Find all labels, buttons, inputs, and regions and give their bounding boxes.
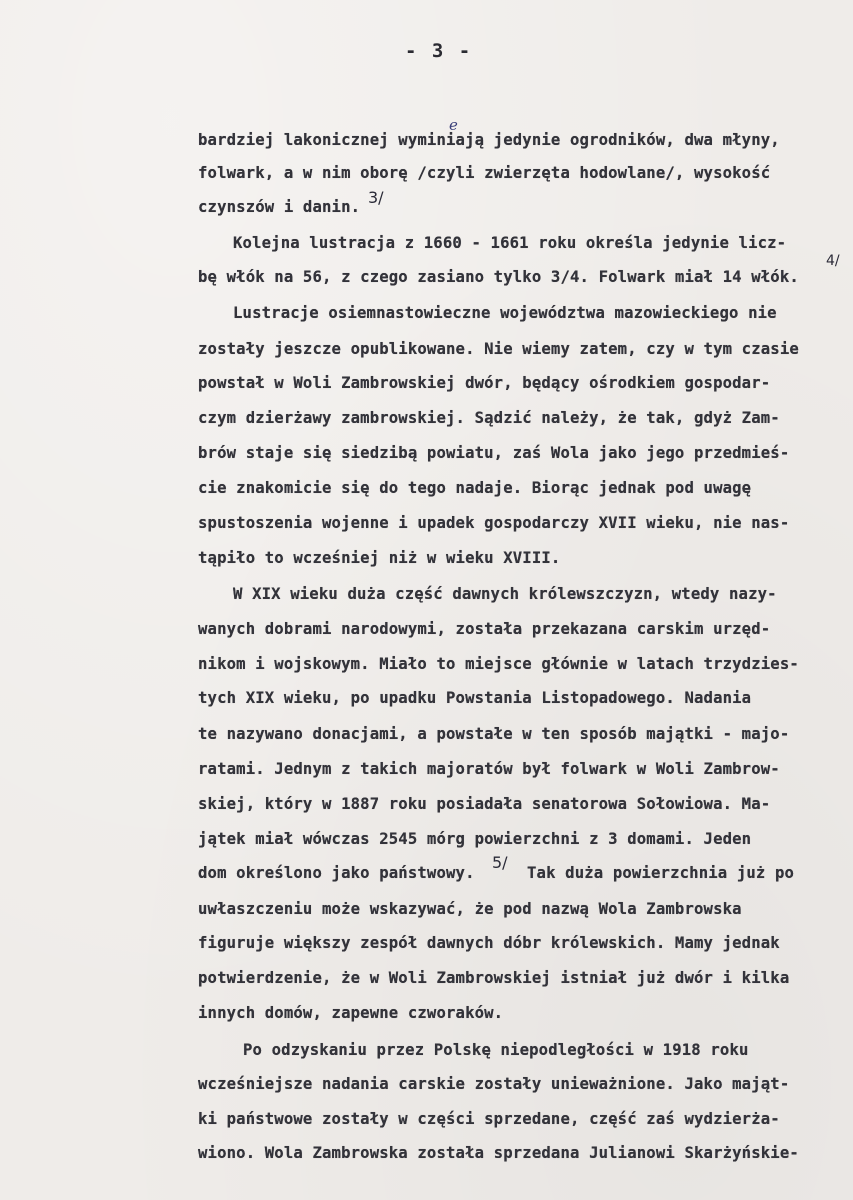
text-line-6: Lustracje osiemnastowieczne województwa mazowieckiego nie — [233, 304, 777, 322]
text-line-12: spustoszenia wojenne i upadek gospodarczy XVII wieku, nie nas- — [198, 514, 790, 532]
text-line-27: Po odzyskaniu przez Polskę niepodległości w 1918 roku — [243, 1041, 749, 1059]
text-line-19: ratami. Jednym z takich majoratów był folwark w Woli Zambrow- — [198, 760, 780, 778]
text-line-28: wcześniejsze nadania carskie zostały unieważnione. Jako mająt- — [198, 1075, 790, 1093]
text-line-20: skiej, który w 1887 roku posiadała senatorowa Sołowiowa. Ma- — [198, 795, 771, 813]
text-line-3: czynszów i danin. — [198, 198, 361, 216]
text-line-15: wanych dobrami narodowymi, została przekazana carskim urzęd- — [198, 620, 771, 638]
text-line-11: cie znakomicie się do tego nadaje. Biorąc jednak pod uwagę — [198, 479, 752, 497]
text-line-16: nikom i wojskowym. Miało to miejsce głównie w latach trzydzies- — [198, 655, 799, 673]
text-line-7: zostały jeszcze opublikowane. Nie wiemy zatem, czy w tym czasie — [198, 340, 799, 358]
text-line-22-continuation: Tak duża powierzchnia już po — [527, 864, 795, 882]
text-line-22: dom określono jako państwowy. — [198, 864, 475, 882]
text-line-17: tych XIX wieku, po upadku Powstania Listopadowego. Nadania — [198, 689, 752, 707]
text-line-13: tąpiło to wcześniej niż w wieku XVIII. — [198, 549, 561, 567]
text-line-29: ki państwowe zostały w części sprzedane, część zaś wydzierża- — [198, 1110, 780, 1128]
page-number: - 3 - — [405, 40, 473, 62]
footnote-marker-3: 3/ — [368, 188, 384, 207]
text-line-30: wiono. Wola Zambrowska została sprzedana Julianowi Skarżyńskie- — [198, 1144, 799, 1162]
text-line-10: brów staje się siedzibą powiatu, zaś Wola jako jego przedmieś- — [198, 444, 790, 462]
footnote-marker-4: 4/ — [826, 253, 840, 269]
text-line-5: bę włók na 56, z czego zasiano tylko 3/4. Folwark miał 14 włók. — [198, 268, 799, 286]
handwritten-correction: e — [449, 116, 458, 134]
text-line-18: te nazywano donacjami, a powstałe w ten sposób majątki - majo- — [198, 725, 790, 743]
text-line-26: innych domów, zapewne czworaków. — [198, 1004, 504, 1022]
text-line-4: Kolejna lustracja z 1660 - 1661 roku określa jedynie licz- — [233, 234, 787, 252]
text-line-14: W XIX wieku duża część dawnych królewszczyzn, wtedy nazy- — [233, 585, 777, 603]
text-line-9: czym dzierżawy zambrowskiej. Sądzić należy, że tak, gdyż Zam- — [198, 409, 780, 427]
text-line-25: potwierdzenie, że w Woli Zambrowskiej istniał już dwór i kilka — [198, 969, 790, 987]
text-line-23: uwłaszczeniu może wskazywać, że pod nazwą Wola Zambrowska — [198, 900, 742, 918]
text-line-2: folwark, a w nim oborę /czyli zwierzęta hodowlane/, wysokość — [198, 164, 771, 182]
text-line-8: powstał w Woli Zambrowskiej dwór, będący ośrodkiem gospodar- — [198, 374, 771, 392]
footnote-marker-5: 5/ — [492, 853, 508, 872]
text-line-24: figuruje większy zespół dawnych dóbr królewskich. Mamy jednak — [198, 934, 780, 952]
text-line-21: jątek miał wówczas 2545 mórg powierzchni z 3 domami. Jeden — [198, 830, 752, 848]
text-line-1: bardziej lakonicznej wyminiają jedynie ogrodników, dwa młyny, — [198, 131, 780, 149]
